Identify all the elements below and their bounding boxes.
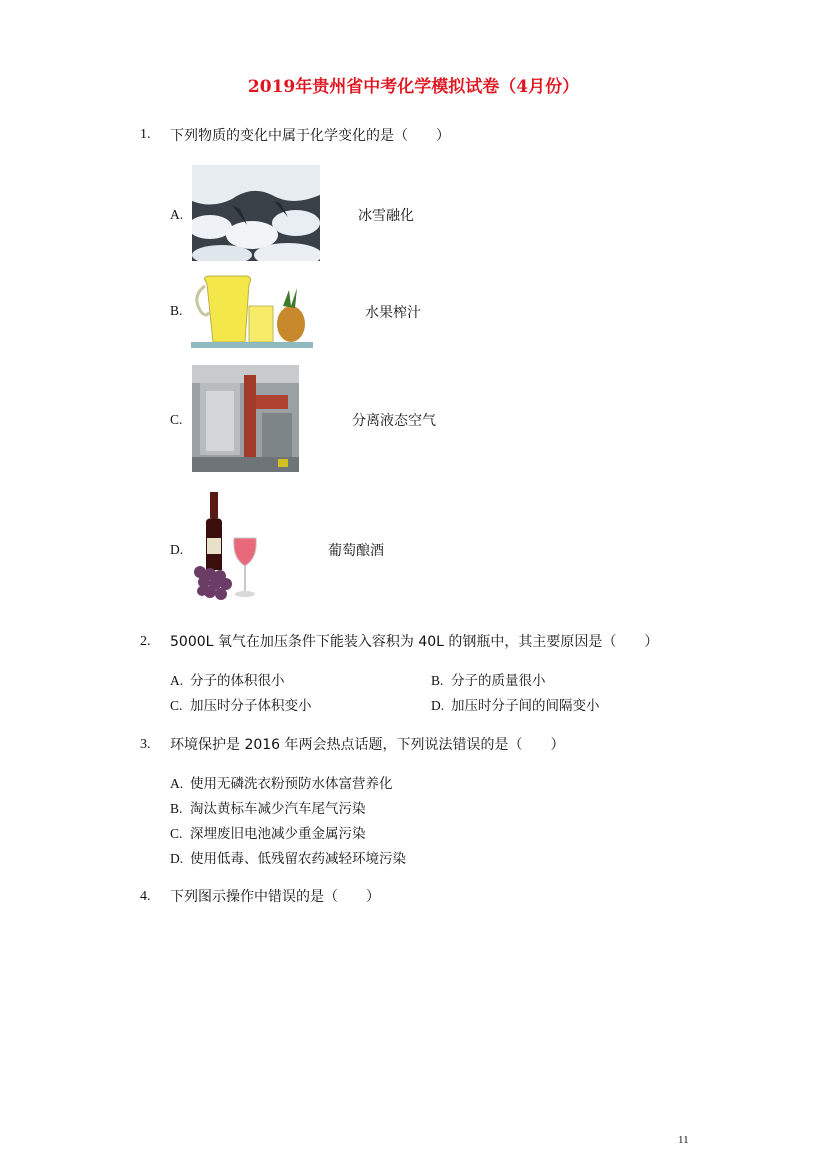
option-letter: A. xyxy=(170,776,184,791)
option-letter: D. xyxy=(170,542,184,557)
question-1-caption-c: 分离液态空气 xyxy=(352,413,436,429)
question-2-text: 5000L 氧气在加压条件下能装入容积为 40L 的钢瓶中，其主要原因是（ ） xyxy=(170,634,659,650)
option-text: 深埋废旧电池减少重金属污染 xyxy=(190,826,366,842)
question-3-option-b[interactable] xyxy=(170,797,366,817)
option-letter: D. xyxy=(170,851,184,866)
option-letter: C. xyxy=(170,826,183,841)
question-1-text: 下列物质的变化中属于化学变化的是（ ） xyxy=(170,128,450,144)
question-2-number: 2. xyxy=(140,634,151,649)
question-4-number: 4. xyxy=(140,889,151,904)
question-1-caption-b: 水果榨汁 xyxy=(365,305,421,321)
question-3-option-c[interactable] xyxy=(170,822,366,842)
question-4-text: 下列图示操作中错误的是（ ） xyxy=(170,889,380,905)
option-text: 加压时分子体积变小 xyxy=(190,698,312,714)
option-letter: B. xyxy=(431,673,444,688)
option-text: 使用无磷洗衣粉预防水体富营养化 xyxy=(190,776,393,792)
page-number: 11 xyxy=(678,1134,689,1146)
question-2-option-a[interactable] xyxy=(170,669,285,689)
option-text: 淘汰黄标车减少汽车尾气污染 xyxy=(190,801,366,817)
wine-photo xyxy=(190,492,265,607)
option-letter: A. xyxy=(170,673,184,688)
option-text: 分子的体积很小 xyxy=(190,673,285,689)
question-1-number: 1. xyxy=(140,127,151,142)
question-1-caption-a: 冰雪融化 xyxy=(358,208,414,224)
juice-photo xyxy=(191,272,313,352)
option-letter: B. xyxy=(170,303,183,318)
question-2-option-d[interactable] xyxy=(431,694,600,714)
question-3-option-a[interactable] xyxy=(170,772,393,792)
question-3-option-d[interactable] xyxy=(170,847,406,867)
question-2-option-b[interactable] xyxy=(431,669,546,689)
question-1-option-d[interactable] xyxy=(170,542,190,558)
question-2-option-c[interactable] xyxy=(170,694,312,714)
option-letter: C. xyxy=(170,698,183,713)
option-text: 加压时分子间的间隔变小 xyxy=(451,698,600,714)
question-1-option-c[interactable] xyxy=(170,412,190,428)
question-3-number: 3. xyxy=(140,737,151,752)
option-letter: A. xyxy=(170,207,184,222)
option-letter: B. xyxy=(170,801,183,816)
option-text: 分子的质量很小 xyxy=(451,673,546,689)
option-text: 使用低毒、低残留农药减轻环境污染 xyxy=(190,851,406,867)
page-title: 2019年贵州省中考化学模拟试卷（4月份） xyxy=(247,77,580,97)
question-3-text: 环境保护是 2016 年两会热点话题，下列说法错误的是（ ） xyxy=(170,737,565,753)
snow-photo xyxy=(192,165,320,261)
factory-photo xyxy=(192,365,299,472)
question-1-caption-d: 葡萄酿酒 xyxy=(328,543,384,559)
question-1-option-b[interactable] xyxy=(170,303,190,319)
option-letter: C. xyxy=(170,412,183,427)
question-1-option-a[interactable] xyxy=(170,207,190,223)
option-letter: D. xyxy=(431,698,445,713)
